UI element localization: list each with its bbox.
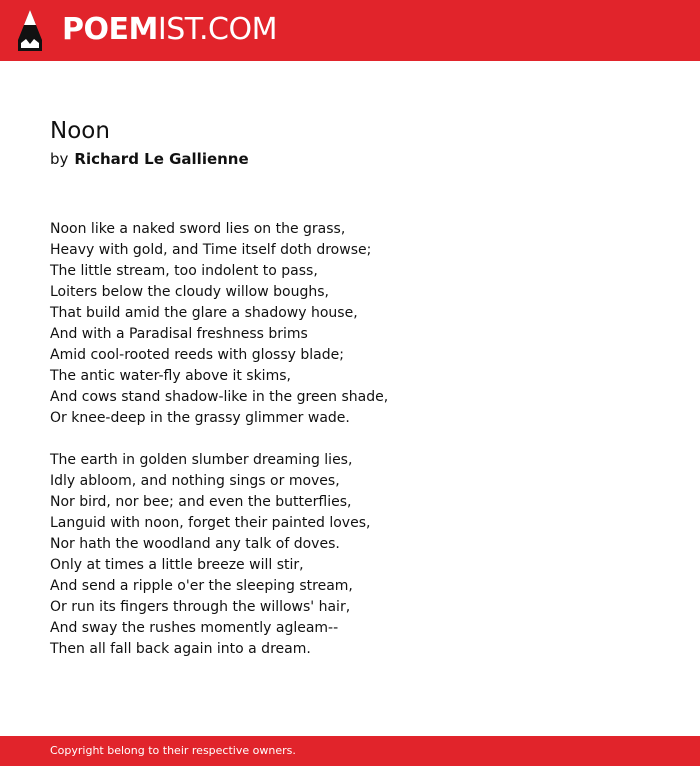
poem-body — [50, 219, 670, 681]
author-name: Richard Le Gallienne — [74, 150, 249, 168]
poem-line: Nor hath the woodland any talk of doves. — [50, 536, 340, 552]
site-footer — [0, 736, 700, 766]
poem-line: Noon like a naked sword lies on the grass, — [50, 221, 346, 237]
poem-line: Amid cool-rooted reeds with glossy blade; — [50, 347, 344, 363]
poem-line: And sway the rushes momently agleam-- — [50, 620, 339, 636]
site-header — [0, 0, 700, 61]
byline-prefix: by — [50, 150, 69, 168]
poem-line: And with a Paradisal freshness brims — [50, 326, 308, 342]
site-logo[interactable] — [62, 12, 277, 48]
poem-stanza — [50, 450, 670, 660]
poem-title: Noon — [50, 118, 110, 144]
poem-line: Nor bird, nor bee; and even the butterflies, — [50, 494, 352, 510]
poem-line: That build amid the glare a shadowy house, — [50, 305, 358, 321]
poem-line: Languid with noon, forget their painted loves, — [50, 515, 371, 531]
poem-stanza — [50, 219, 670, 429]
poem-line: And send a ripple o'er the sleeping stream, — [50, 578, 353, 594]
poem-line: Heavy with gold, and Time itself doth drowse; — [50, 242, 372, 258]
poem-line: Then all fall back again into a dream. — [50, 641, 311, 657]
poem-line: Only at times a little breeze will stir, — [50, 557, 304, 573]
poem-line: The earth in golden slumber dreaming lies, — [50, 452, 353, 468]
poem-line: Idly abloom, and nothing sings or moves, — [50, 473, 340, 489]
logo-text-bold: POEM — [62, 12, 158, 47]
poem-line: The antic water-fly above it skims, — [50, 368, 291, 384]
poem-line: Or run its fingers through the willows' hair, — [50, 599, 351, 615]
pencil-icon — [18, 10, 42, 51]
poem-line: Or knee-deep in the grassy glimmer wade. — [50, 410, 350, 426]
poem-line: The little stream, too indolent to pass, — [50, 263, 318, 279]
poem-byline — [50, 149, 249, 169]
logo-text-light: IST.COM — [157, 12, 277, 47]
poem-line: And cows stand shadow-like in the green shade, — [50, 389, 389, 405]
copyright-notice: Copyright belong to their respective owners. — [50, 744, 296, 757]
poem-line: Loiters below the cloudy willow boughs, — [50, 284, 329, 300]
